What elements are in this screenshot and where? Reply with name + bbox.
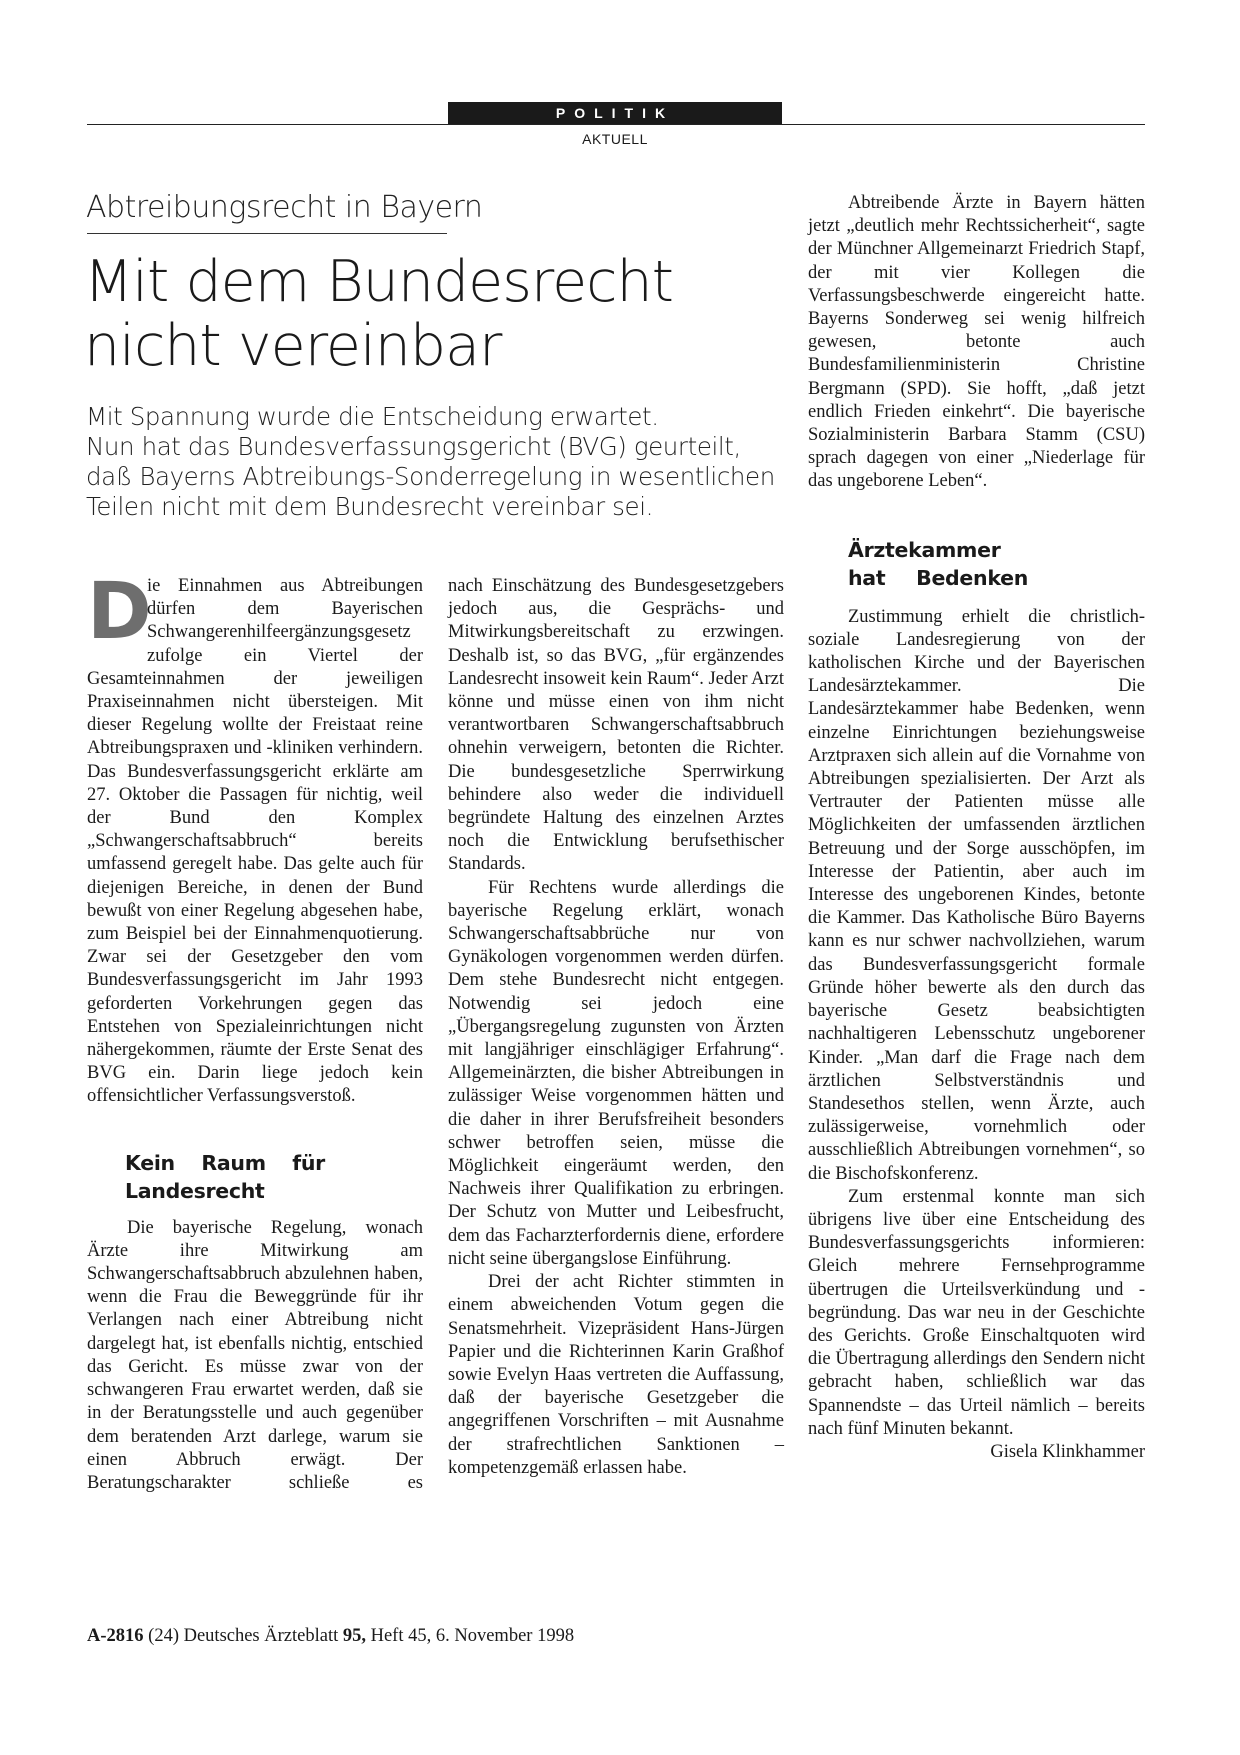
subheading-kein-raum: Kein Raum für Landesrecht [125, 1150, 325, 1203]
headline-line: Mit dem Bundesrecht [84, 249, 673, 315]
footer-volume: 95, [342, 1626, 366, 1646]
article-kicker: Abtreibungsrecht in Bayern [86, 190, 483, 225]
kicker-underline [87, 233, 447, 234]
header-rule [87, 124, 1145, 125]
body-paragraph: Drei der acht Richter stimmten in einem abweichenden Votum gegen die Senatsmehrheit. Vizepräsident Hans-Jürgen Papier und die Richterinnen Karin Graßhof sowie Evelyn Haas vertreten die Auffassung, daß der bayerische Gesetzgeber die angegriffenen Vorschriften – mit Ausnahme der strafrechtlichen Sanktionen – kompetenzgemäß erlassen habe. [448, 1272, 784, 1478]
lead-line: Teilen nicht mit dem Bundesrecht vereinbar sei. [86, 492, 654, 521]
headline-line: nicht vereinbar [84, 313, 502, 379]
footer-issue: Heft 45, 6. November 1998 [370, 1626, 575, 1646]
lead-line: Nun hat das Bundesverfassungsgericht (BVG) geurteilt, [86, 432, 741, 461]
body-paragraph [808, 1186, 1145, 1462]
body-paragraph: Für Rechtens wurde allerdings die bayerische Regelung erklärt, wonach Schwangerschaftsabbrüche nur von Gynäkologen vorgenommen werden dürfen. Dem stehe Bundesrecht nicht entgegen. Notwendig sei jedoch eine „Übergangsregelung zugunsten von Ärzten mit langjähriger einschlägiger Erfahrung“. Allgemeinärzten, die bisher Abtreibungen in zulässiger Weise vorgenommen hätten und die daher in ihrer Berufsfreiheit besonders schwer betroffen seien, müsse die Möglichkeit eingeräumt werden, den Nachweis ihrer Qualifikation zu erbringen. Der Schutz von Mutter und Leibesfrucht, dem das Facharzterfordernis diene, erfordere nicht seine übergangslose Einführung. [448, 877, 784, 1269]
lead-line: daß Bayerns Abtreibungs-Sonderregelung in wesentlichen [86, 462, 775, 491]
body-paragraph: ie Einnahmen aus Abtreibungen dürfen dem Bayerischen Schwangerenhilfeergänzungsgesetz zufolge ein Viertel der Gesamteinnahmen der jeweiligen Praxiseinnahmen nicht übersteigen. Mit dieser Regelung wollte der Freistaat reine Abtreibungspraxen und -kliniken verhindern. Das Bundesverfassungsgericht erklärte am 27. Oktober die Passagen für nichtig, weil der Bund den Komplex „Schwangerschaftsabbruch“ bereits umfassend geregelt habe. Das gelte auch für diejenigen Bereiche, in denen der Bund bewußt von einer Regelung abgesehen habe, zum Beispiel bei der Einnahmenquotierung. Zwar sei der Gesetzgeber den vom Bundesverfassungsgericht im Jahr 1993 geforderten Vorkehrungen gegen das Entstehen von Spezialeinrichtungen nicht nähergekommen, räumte der Erste Senat des BVG ein. Darin liege jedoch kein offensichtlicher Verfassungsverstoß. [87, 576, 423, 1107]
article-headline [84, 250, 724, 378]
body-paragraph: Zustimmung erhielt die christlich-soziale Landesregierung von der katholischen Kirche und der Bayerischen Landesärztekammer. Die Landesärztekammer habe Bedenken, wenn einzelne Einrichtungen beziehungsweise Arztpraxen sich allein auf die Vornahme von Abtreibungen spezialisierten. Der Arzt als Vertrauter der Patienten müsse alle Möglichkeiten der umfassenden ärztlichen Betreuung und der Sorge ausschöpfen, im Interesse der Patientin, aber auch im Interesse des ungeborenen Kindes, betonte die Kammer. Das Katholische Büro Bayerns kann es nur schwer nachvollziehen, warum das Bundesverfassungsgericht formale Gründe höher bewerte als den durch das bayerische Gesetz beabsichtigten nachhaltigeren Lebensschutz ungeborener Kinder. „Man darf die Frage nach dem ärztlichen Selbstverständnis und Standesethos stellen, wenn Ärzte, auch zulässigerweise, vornehmlich oder ausschließlich Abtreibungen vornehmen“, so die Bischofskonferenz. [808, 606, 1145, 1184]
subsection-label: AKTUELL [582, 131, 648, 147]
body-paragraph: Abtreibende Ärzte in Bayern hätten jetzt „deutlich mehr Rechtssicherheit“, sagte der Münchner Allgemeinarzt Friedrich Stapf, der mit vier Kollegen die Verfassungsbeschwerde eingereicht hatte. Bayerns Sonderweg sei wenig hilfreich gewesen, betonte auch Bundesfamilienministerin Christine Bergmann (SPD). Sie hofft, „daß jetzt endlich Frieden einkehrt“. Die bayerische Sozialministerin Barbara Stamm (CSU) sprach dagegen von einer „Niederlage für das ungeborene Leben“. [808, 193, 1145, 492]
page-footer [87, 1626, 574, 1647]
text-column-2 [448, 575, 784, 1480]
text-column-3 [808, 192, 1145, 1464]
article-lead [86, 402, 786, 522]
closing-text: Zum erstenmal konnte man sich übrigens live über eine Entscheidung des Bundesverfassungsgerichts informieren: Gleich mehrere Fernsehprogramme übertrugen die Urteilsverkündung und -begründung. Das war neu in der Geschichte des Gerichts. Große Einschaltquoten wird die Übertragung allerdings den Sendern nicht gebracht haben, schließlich war das Spannendste – das Urteil nämlich – bereits nach fünf Minuten bekannt. [808, 1186, 1145, 1439]
page-code: A-2816 [87, 1626, 144, 1646]
drop-cap: D [87, 567, 152, 657]
author-name: Gisela Klinkhammer [990, 1441, 1145, 1462]
text-column-1 [87, 567, 423, 1495]
subheading-aerztekammer: Ärztekammer hat Bedenken [848, 537, 1028, 590]
lead-line: Mit Spannung wurde die Entscheidung erwartet. [86, 402, 659, 431]
body-paragraph: Die bayerische Regelung, wonach Ärzte ihre Mitwirkung am Schwangerschaftsabbruch abzulehnen haben, wenn die Frau die Beweggründe für ihr Verlangen nach einer Abtreibung nicht dargelegt hat, ist ebenfalls nichtig, entschied das Gericht. Es müsse zwar von der schwangeren Frau erwartet werden, daß sie in der Beratungsstelle und auch gegenüber dem beratenden Arzt darlege, warum sie einen Abbruch erwägt. Der Beratungscharakter schließe es [87, 1217, 423, 1493]
body-paragraph: nach Einschätzung des Bundesgesetzgebers jedoch aus, die Gesprächs- und Mitwirkungsbereitschaft zu erzwingen. Deshalb ist, so das BVG, „für ergänzendes Landesrecht insoweit kein Raum“. Jeder Arzt könne und müsse einen von ihm nicht verantwortbaren Schwangerschaftsabbruch ohnehin verweigern, betonten die Richter. Die bundesgesetzliche Sperrwirkung behindere also weder die individuell begründete Haltung des einzelnen Arztes noch die Entwicklung berufsethischer Standards. [448, 576, 784, 875]
footer-publication: (24) Deutsches Ärzteblatt [148, 1626, 339, 1646]
section-label: POLITIK [448, 102, 782, 124]
